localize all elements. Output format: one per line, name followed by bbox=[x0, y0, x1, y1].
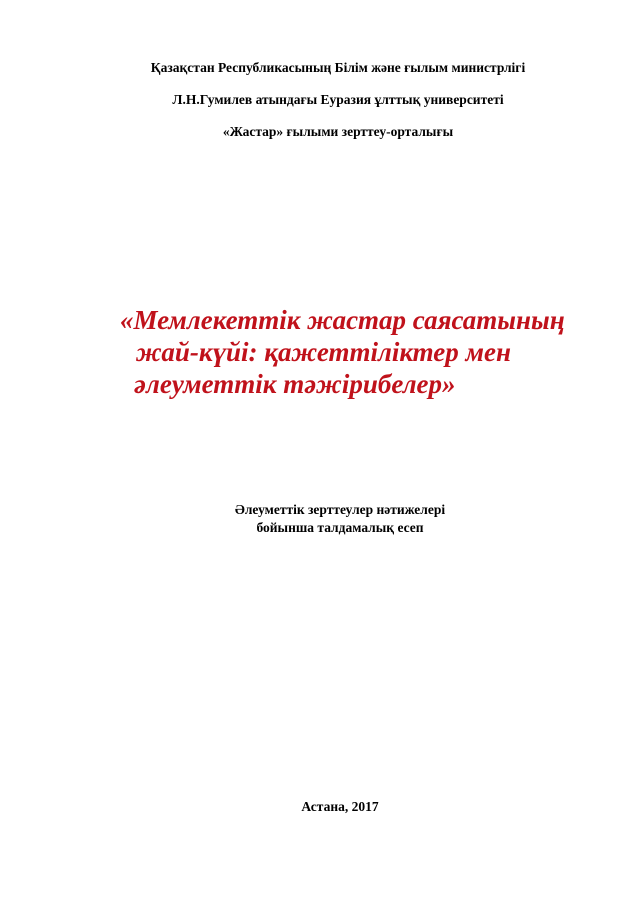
ministry-heading: Қазақстан Республикасының Білім және ғылым министрлігі bbox=[150, 60, 526, 75]
report-subtitle-line-1: Әлеуметтік зерттеулер нәтижелері bbox=[234, 502, 446, 517]
report-title-line-1: «Мемлекеттік жастар саясатының bbox=[120, 305, 565, 335]
report-title-line-3: әлеуметтік тәжірибелер» bbox=[134, 369, 456, 399]
report-subtitle-line-2: бойынша талдамалық есеп bbox=[256, 520, 424, 535]
research-center-heading: «Жастар» ғылыми зерттеу-орталығы bbox=[222, 124, 454, 139]
report-title-line-2: жай-күйі: қажеттіліктер мен bbox=[136, 337, 512, 367]
place-and-year: Астана, 2017 bbox=[301, 799, 379, 814]
university-heading: Л.Н.Гумилев атындағы Еуразия ұлттық университеті bbox=[172, 92, 504, 107]
report-title bbox=[120, 304, 600, 400]
